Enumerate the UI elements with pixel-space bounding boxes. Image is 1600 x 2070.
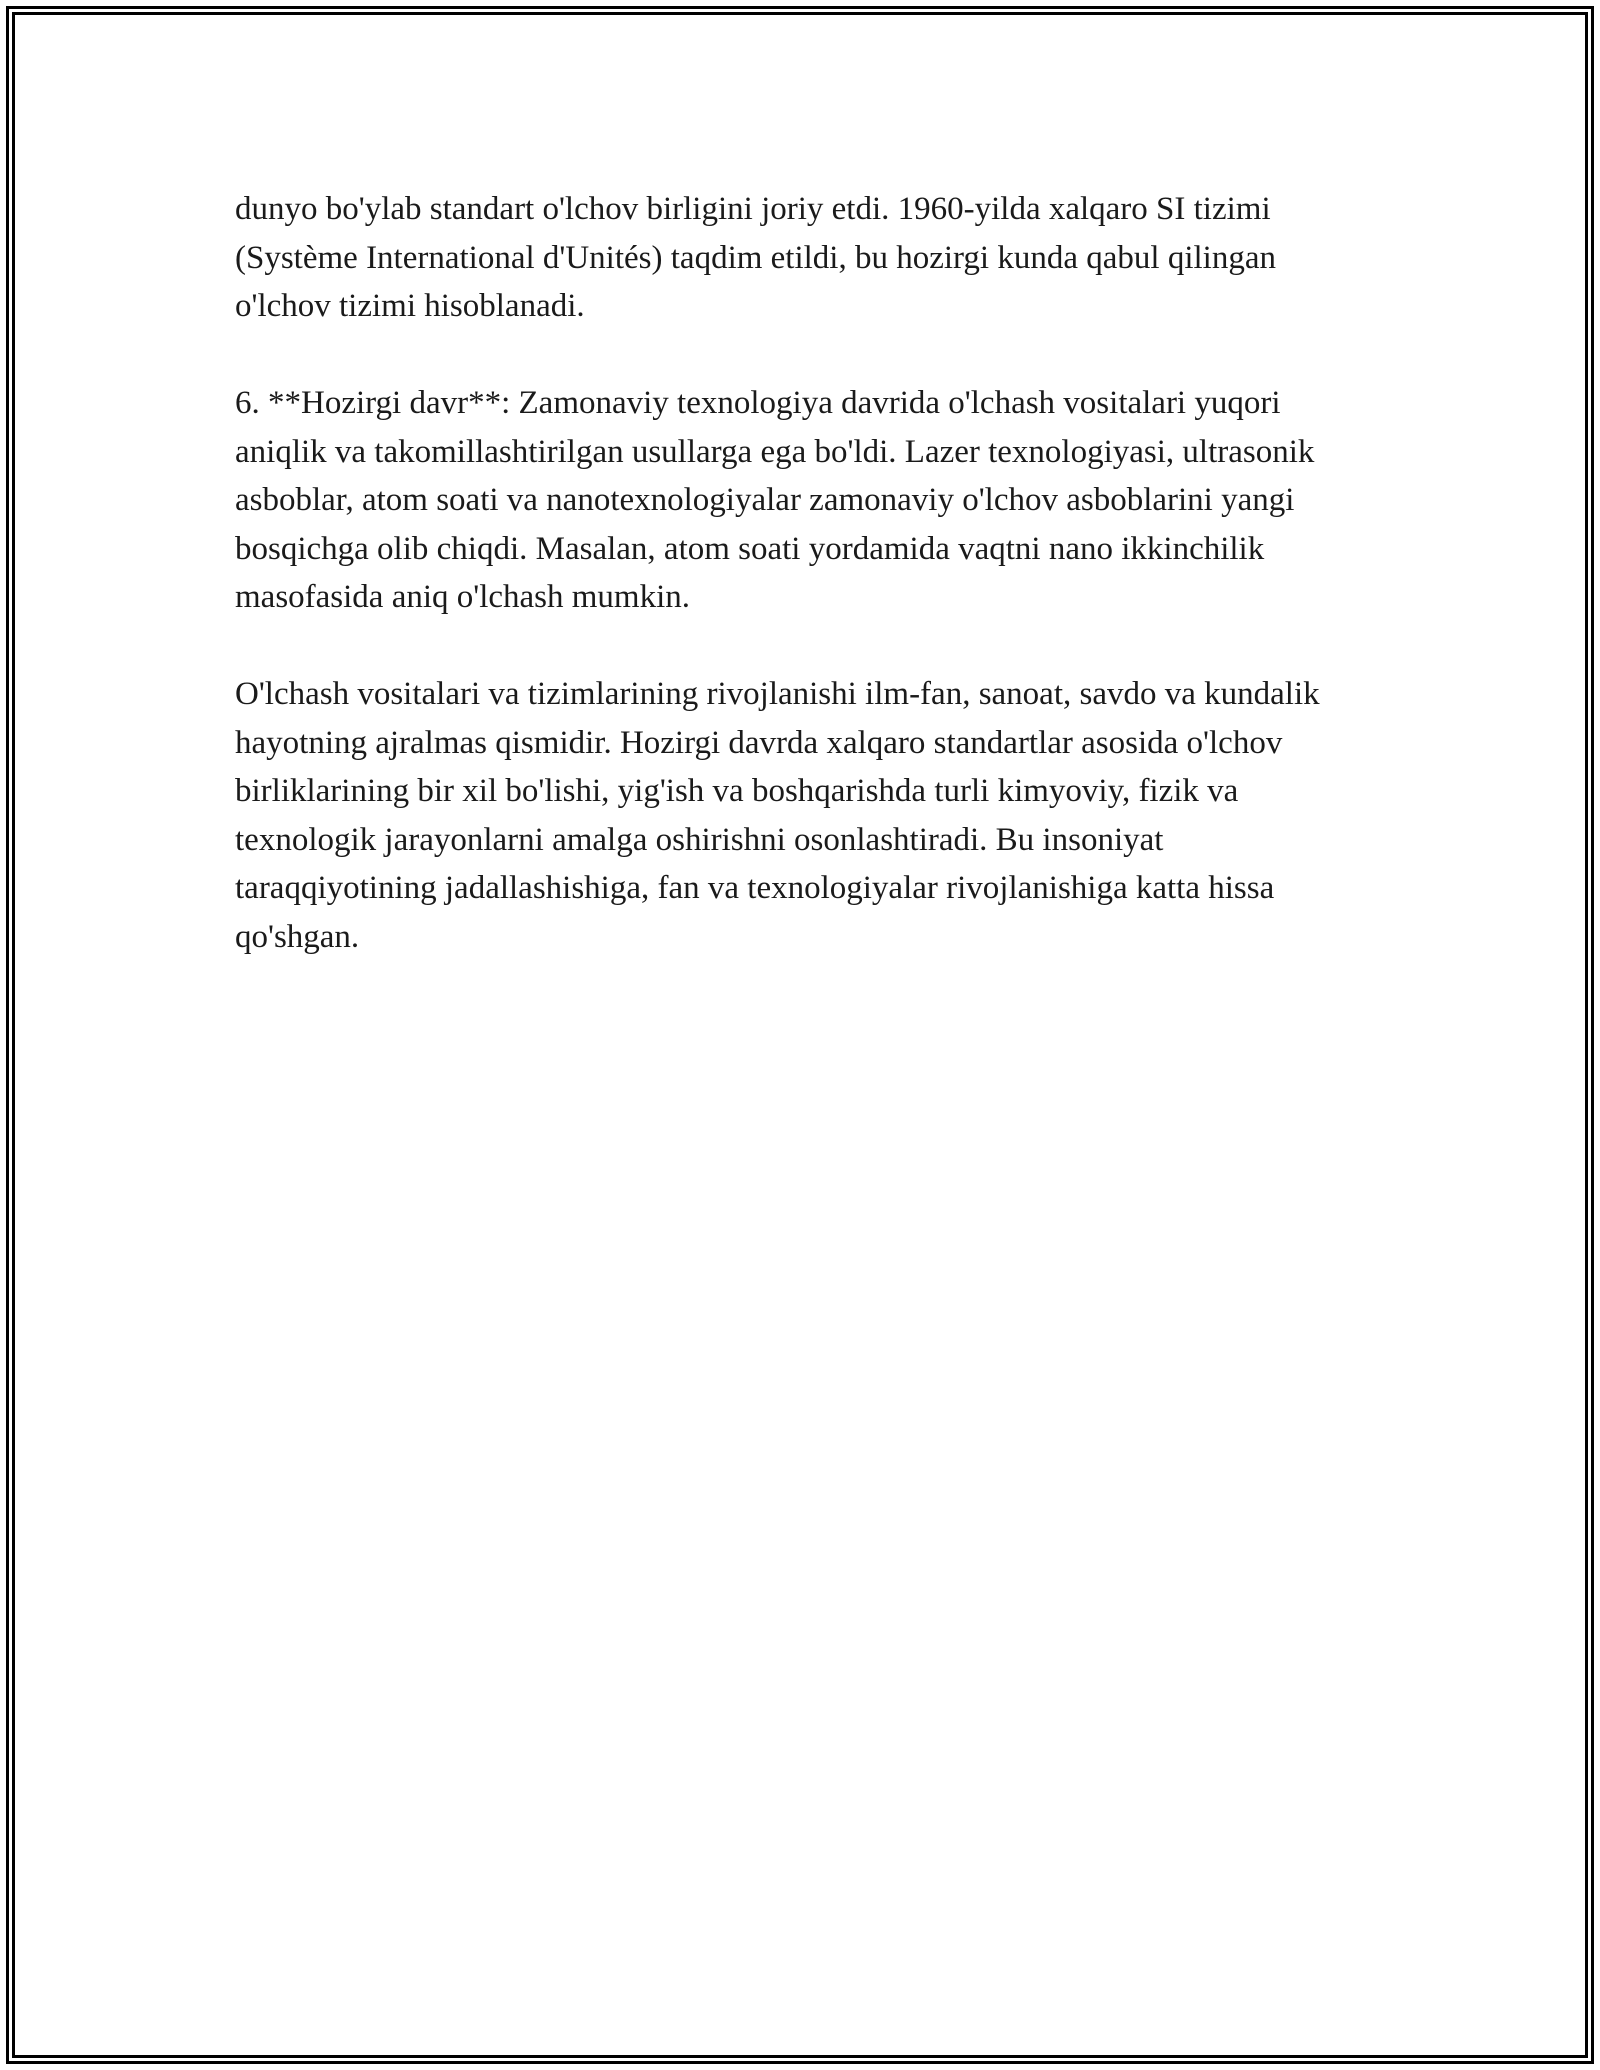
paragraph-si-system: dunyo bo'ylab standart o'lchov birligini joriy etdi. 1960-yilda xalqaro SI tizimi (Système International d'Unités) taqdim etildi, bu hozirgi kunda qabul qilingan o'lchov tizimi hisoblanadi. <box>235 191 1276 324</box>
paragraph-conclusion: O'lchash vositalari va tizimlarining rivojlanishi ilm-fan, sanoat, savdo va kundalik hayotning ajralmas qismidir. Hozirgi davrda xalqaro standartlar asosida o'lchov birliklarining bir xil bo'lishi, yig'ish va boshqarishda turli kimyoviy, fizik va texnologik jarayonlarni amalga oshirishni osonlashtiradi. Bu insoniyat taraqqiyotining jadallashishiga, fan va texnologiyalar rivojlanishiga katta hissa qo'shgan. <box>235 676 1320 955</box>
document-body <box>235 185 1365 961</box>
paragraph-modern-era: 6. **Hozirgi davr**: Zamonaviy texnologiya davrida o'lchash vositalari yuqori aniqlik va takomillashtirilgan usullarga ega bo'ldi. Lazer texnologiyasi, ultrasonik asboblar, atom soati va nanotexnologiyalar zamonaviy o'lchov asboblarini yangi bosqichga olib chiqdi. Masalan, atom soati yordamida vaqtni nano ikkinchilik masofasida aniq o'lchash mumkin. <box>235 385 1315 615</box>
